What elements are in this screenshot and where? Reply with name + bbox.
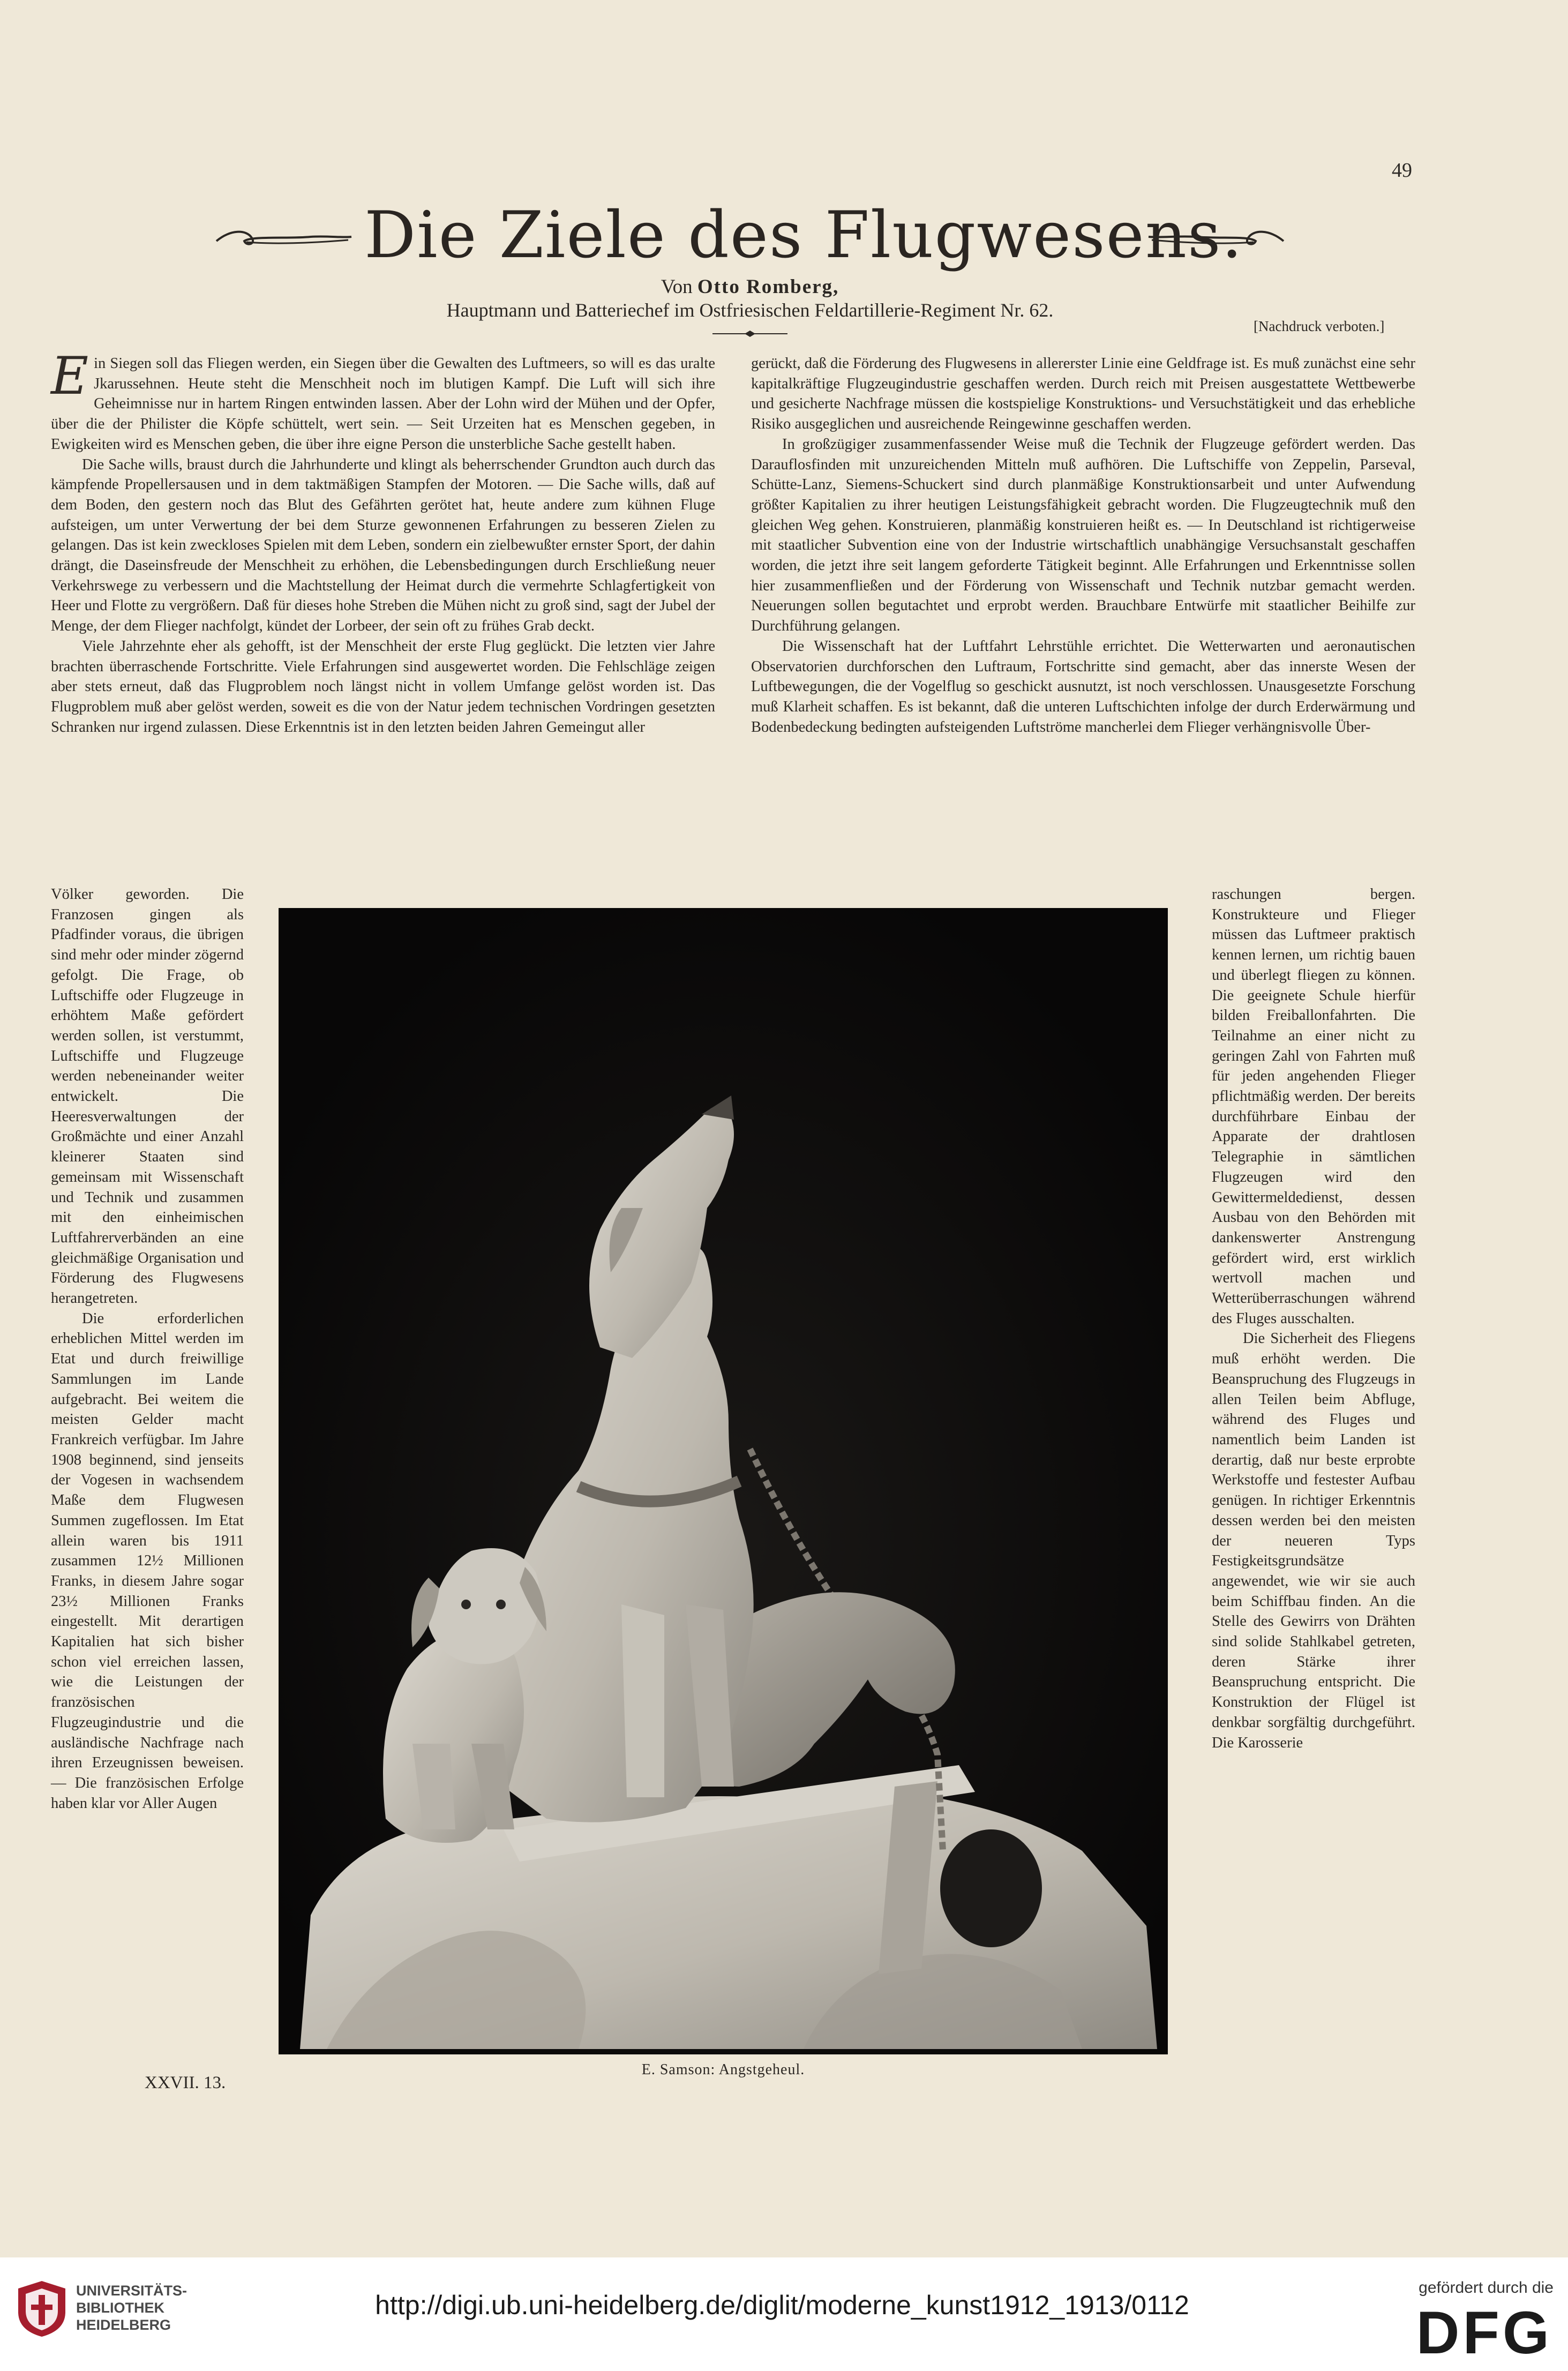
figure-caption: E. Samson: Angstgeheul. [641, 2061, 805, 2078]
paragraph: Die Sicherheit des Fliegens muß erhöht werden. Die Beanspruchung des Flugzeugs in allen Teilen beim Abfluge, während des Fluges und namentlich beim Landen ist derartig, daß nur beste erprobte Werkstoffe und festester Aufbau genügen. In richtiger Erkenntnis dessen werden bei den meisten der neueren Typs Festigkeitsgrundsätze angewendet, wie wir sie auch beim Schiffbau finden. An die Stelle des Gewirrs von Drähten sind solide Stahlkabel getreten, deren Stärke ihrer Beanspruchung entspricht. Die Konstruktion der Flügel ist denkbar sorgfältig durchgeführt. Die Karosserie [1212, 1330, 1415, 1751]
paragraph: Die Sache wills, braust durch die Jahrhunderte und klingt als beherrschender Grundton auch durch das kämpfende Propellersausen und in dem taktmäßigen Stampfen der Motoren. — Die Sache wills, daß auf dem Boden, den gestern noch das Blut des Gefährten gerötet hat, heute andere zum kühnen Fluge aufsteigen, um unter Verwertung der bei dem Sturze gewonnenen Erfahrungen zu besseren Zielen zu gelangen. Das ist kein zweckloses Spielen mit dem Leben, sondern ein zielbewußter ernster Sport, der dahin drängt, die Daseinsfreude der Menschheit zu erhöhen, die Lebensbedingungen durch Erschließung neuer Verkehrswege zu verbessern und die Machtstellung der Heimat durch die vermehrte Schlagfertigkeit von Heer und Flotte zu vergrößern. Daß für dieses hohe Streben die Mühen nicht zu groß sind, sagt der Jubel der Menge, der dem Flieger nachfolgt, kündet der Lorbeer, der sein oft zu frühes Grab deckt. [51, 456, 715, 635]
column-right-bottom [1212, 884, 1415, 1753]
paragraph: Die erforderlichen erheblichen Mittel werden im Etat und durch freiwillige Sammlungen im Lande aufgebracht. Bei weitem die meisten Gelder macht Frankreich verfügbar. Im Jahre 1908 beginnend, sind jenseits der Vogesen in wachsendem Maße dem Flugwesen Summen zugeflossen. Im Etat allein waren bis 1911 zusammen 12½ Millionen Franks, in diesem Jahre sogar 23½ Millionen Franks eingestellt. Mit derartigen Kapitalien hat sich bisher schon viel erreichen lassen, wie die Leistungen der französischen Flugzeugindustrie und die ausländische Nachfrage nach ihren Erzeugnissen beweisen. — Die französischen Erfolge haben klar vor Aller Augen [51, 1310, 244, 1812]
article-title: Die Ziele des Flugwesens. [364, 198, 1243, 273]
sculpture-photograph [279, 908, 1168, 2054]
drop-cap: E [51, 346, 89, 406]
paragraph: raschungen bergen. Konstrukteure und Flieger müssen das Luftmeer praktisch kennen lernen, um richtig bauen und überlegt fliegen zu können. Die geeignete Schule hierfür bilden Freiballonfahrten. Die Teilnahme an einer nicht zu geringen Zahl von Fahrten muß für jeden angehenden Flieger pflichtmäßig werden. Der bereits durchführbare Einbau der Apparate der drahtlosen Telegraphie in sämtlichen Flugzeugen wird den Gewittermeldedienst, dessen Ausbau von den Behörden mit dankenswerter Anstrengung gefördert wird, erst wirklich wertvoll machen und Wetterüberraschungen während des Fluges ausschalten. [1212, 886, 1415, 1327]
paragraph: Völker geworden. Die Franzosen gingen als Pfadfinder voraus, die übrigen sind mehr oder minder zögernd gefolgt. Die Frage, ob Luftschiffe oder Flugzeuge in erhöhtem Maße gefördert werden sollen, ist verstummt, Luftschiffe und Flugzeuge werden nebeneinander weiter entwickelt. Die Heeresverwaltungen der Großmächte und einer Anzahl kleinerer Staaten sind gemeinsam mit Wissenschaft und Technik und zusammen mit den einheimischen Luftfahrerverbänden an eine gleichmäßige Organisation und Förderung des Flugwesens herangetreten. [51, 886, 244, 1307]
column-left-top [51, 346, 715, 737]
university-seal-icon [15, 2279, 69, 2339]
author-name: Otto Romberg, [697, 276, 839, 298]
ornamental-divider [712, 329, 787, 338]
paragraph: Die Wissenschaft hat der Luftfahrt Lehrstühle errichtet. Die Wetterwarten und aeronautischen Observatorien durchforschen den Luftraum, Fortschritte sind gemacht, aber das innerste Wesen der Luftbewegungen, die der Vogelflug so geschickt ausnutzt, ist noch verschlossen. Unausgesetzte Forschung muß Klarheit schaffen. Es ist bekannt, daß die unteren Luftschichten infolge der durch Erderwärmung und Bodenbedeckung bedingten aufsteigenden Luftströme mancherlei dem Flieger verhängnisvolle Über- [751, 637, 1415, 736]
funding-note: gefördert durch die [1419, 2279, 1554, 2297]
footer-bar [0, 2257, 1568, 2371]
headline [214, 198, 1286, 279]
column-right-top [751, 354, 1415, 737]
page-number: 49 [1392, 159, 1412, 182]
dfg-logo: DFG [1416, 2299, 1552, 2366]
reprint-notice: [Nachdruck verboten.] [1254, 318, 1385, 334]
column-left-bottom [51, 884, 244, 1813]
author-affiliation: Hauptmann und Batteriechef im Ostfriesischen Feldartillerie-Regiment Nr. 62. [446, 299, 1054, 321]
right-flourish-icon [1146, 225, 1286, 252]
paragraph: In großzügiger zusammenfassender Weise muß die Technik der Flugzeuge gefördert werden. Das Darauflosfinden mit unzureichenden Mitteln muß aufhören. Die Luftschiffe von Zeppelin, Parseval, Schütte-Lanz, Siemens-Schuckert sind durch planmäßige Konstruktionsarbeit und unter Aufwendung größter Kapitalien zu ihrer heutigen Leistungsfähigkeit gebracht worden. Die Flugzeugtechnik muß den gleichen Weg gehen. Konstruieren, planmäßig konstruieren heißt es. — In Deutschland ist richtigerweise mit staatlicher Subvention eine von der Industrie wirtschaftlich unabhängige Versuchsanstalt geschaffen worden, die jetzt ihre seit langem geforderte Tätigkeit beginnt. Alle Erfahrungen und Erkenntnisse sollen hier zusammenfließen und der Förderung von Wissenschaft und Technik nutzbar gemacht werden. Neuerungen sollen begutachtet und erprobt werden. Brauchbare Entwürfe mit staatlicher Beihilfe zur Durchführung gelangen. [751, 436, 1415, 635]
paragraph: Viele Jahrzehnte eher als gehofft, ist der Menschheit der erste Flug geglückt. Die letzten vier Jahre brachten überraschende Fortschritte. Viele Erfahrungen sind ausgewertet worden. Die Fehlschläge zeigen aber stets erneut, daß das Flugproblem noch längst nicht in vollem Umfange gelöst worden ist. Das Flugproblem muß aber gelöst werden, soweit es die von der Natur jedem technischen Vordringen gesetzten Schranken nur irgend zulassen. Diese Erkenntnis ist in den letzten beiden Jahren Gemeingut aller [51, 637, 715, 736]
paragraph: gerückt, daß die Förderung des Flugwesens in allererster Linie eine Geldfrage ist. Es muß zunächst eine sehr kapitalkräftige Flugzeugindustrie geschaffen werden. Durch reich mit Preisen ausgestattete Wettbewerbe und gesicherte Nachfrage müssen die kostspielige Konstruktions- und Versuchstätigkeit und das erhebliche Risiko ausgeglichen und ausreichende Reingewinne geschaffen werden. [751, 355, 1415, 433]
left-flourish-icon [214, 225, 354, 252]
signature-mark: XXVII. 13. [145, 2073, 226, 2092]
university-name: UNIVERSITÄTS- BIBLIOTHEK HEIDELBERG [76, 2283, 187, 2333]
sculpture-dogs-illustration [279, 908, 1168, 2054]
paragraph: Ein Siegen soll das Fliegen werden, ein Siegen über die Gewalten des Luftmeers, so will es das uralte Jkarussehnen. Heute steht die Menschheit noch im blutigen Kampf. Die Luft will sich ihre Geheimnisse nur in hartem Ringen entwinden lassen. Aber der Lohn wird der Mühen und der Opfer, über die der Philister die Köpfe schüttelt, wert sein. — Seit Urzeiten hat es Menschen gegeben, in Ewigkeiten wird es Menschen geben, die über ihre eigne Person die unsterbliche Sache gestellt haben. [51, 346, 715, 453]
byline [214, 275, 1286, 298]
permalink-url[interactable]: http://digi.ub.uni-heidelberg.de/diglit/moderne_kunst1912_1913/0112 [375, 2290, 1189, 2320]
byline-prefix: Von [661, 276, 693, 298]
